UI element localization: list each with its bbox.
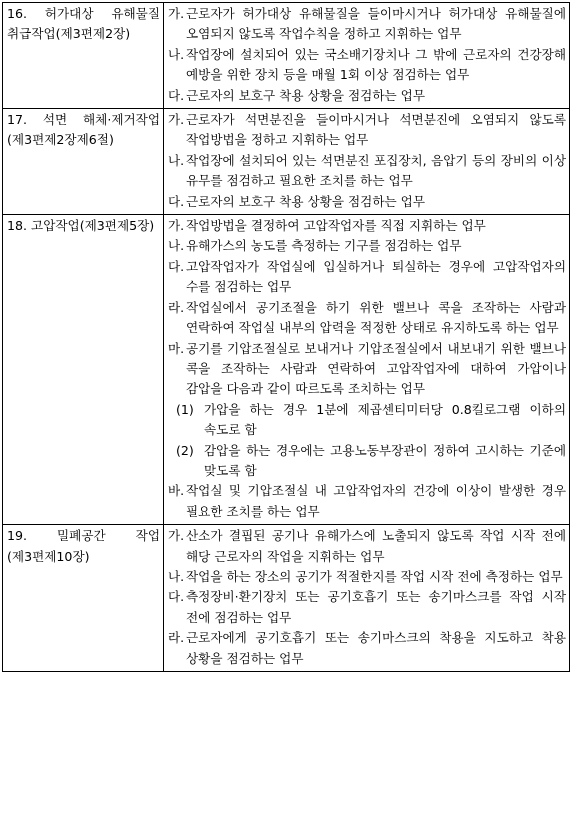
duty-subitem-marker: (2) <box>176 442 194 458</box>
duty-item <box>168 526 566 567</box>
duty-item-marker: 다. <box>168 87 185 103</box>
duty-item-text: 공기를 기압조절실로 보내거나 기압조절실에서 내보내기 위한 밸브나 콕을 조작하는 사람과 연락하여 고압작업자에 대하여 가압이나 감압을 다음과 같이 따르도록 조치하는 업무 <box>186 340 566 397</box>
duty-item <box>168 216 566 236</box>
duties-table <box>2 2 570 672</box>
work-type-title: 17. 석면 해체·제거작업(제3편제2장제6절) <box>7 112 160 148</box>
work-type-cell <box>3 525 164 672</box>
duty-item-text: 작업장에 설치되어 있는 석면분진 포집장치, 음압기 등의 장비의 이상 유무를 점검하고 필요한 조치를 하는 업무 <box>186 152 566 189</box>
duty-item-marker: 바. <box>168 483 185 499</box>
duty-item-text: 산소가 결핍된 공기나 유해가스에 노출되지 않도록 작업 시작 전에 해당 근로자의 작업을 지휘하는 업무 <box>186 528 566 564</box>
duty-item <box>168 86 566 106</box>
duty-item-text: 작업방법을 결정하여 고압작업자를 직접 지휘하는 업무 <box>186 218 486 234</box>
work-type-cell <box>3 3 164 109</box>
table-row <box>3 525 570 672</box>
duty-item-marker: 나. <box>168 238 185 254</box>
duties-cell <box>164 109 570 215</box>
duty-item <box>168 151 566 192</box>
work-type-title: 18. 고압작업(제3편제5장) <box>7 218 155 234</box>
duty-item-marker: 가. <box>168 112 185 128</box>
duty-item <box>168 481 566 522</box>
work-type-cell <box>3 109 164 215</box>
duty-item-text: 작업장에 설치되어 있는 국소배기장치나 그 밖에 근로자의 건강장해 예방을 위한 장치 등을 매월 1회 이상 점검하는 업무 <box>186 46 566 83</box>
duty-item <box>168 236 566 256</box>
duty-item-marker: 라. <box>168 630 185 646</box>
duty-item-marker: 다. <box>168 589 185 605</box>
duty-item-marker: 나. <box>168 46 185 62</box>
duty-item <box>168 4 566 45</box>
table-row <box>3 3 570 109</box>
work-type-title: 16. 허가대상 유해물질 취급작업(제3편제2장) <box>7 6 160 42</box>
duty-item <box>168 339 566 400</box>
duty-item-text: 근로자가 허가대상 유해물질을 들이마시거나 허가대상 유해물질에 오염되지 않도록 작업수칙을 정하고 지휘하는 업무 <box>186 6 566 42</box>
work-type-cell <box>3 215 164 525</box>
duty-item-marker: 가. <box>168 218 185 234</box>
duty-item-text: 작업을 하는 장소의 공기가 적절한지를 작업 시작 전에 측정하는 업무 <box>186 568 563 584</box>
duty-item-text: 근로자의 보호구 착용 상황을 점검하는 업무 <box>186 193 425 209</box>
duties-table-body <box>3 3 570 672</box>
duty-item <box>168 257 566 298</box>
duty-item-marker: 나. <box>168 152 185 168</box>
table-row <box>3 215 570 525</box>
work-type-title: 19. 밀폐공간 작업(제3편제10장) <box>7 528 160 564</box>
duty-item-text: 작업실 및 기압조절실 내 고압작업자의 건강에 이상이 발생한 경우 필요한 조치를 하는 업무 <box>186 483 566 519</box>
table-row <box>3 109 570 215</box>
duty-item-marker: 라. <box>168 299 185 315</box>
duty-item-marker: 나. <box>168 568 185 584</box>
duty-item-marker: 다. <box>168 258 185 274</box>
duty-item-marker: 마. <box>168 340 185 356</box>
duty-item <box>168 628 566 669</box>
duty-item <box>168 110 566 151</box>
duty-subitem <box>168 400 566 441</box>
duties-cell <box>164 525 570 672</box>
duty-item-text: 근로자의 보호구 착용 상황을 점검하는 업무 <box>186 87 425 103</box>
duty-item-marker: 가. <box>168 528 185 544</box>
duty-subitem-marker: (1) <box>176 401 194 417</box>
duty-item <box>168 45 566 86</box>
duty-item-text: 근로자가 석면분진을 들이마시거나 석면분진에 오염되지 않도록 작업방법을 정하고 지휘하는 업무 <box>186 112 566 148</box>
duty-item-text: 근로자에게 공기호흡기 또는 송기마스크의 착용을 지도하고 착용 상황을 점검하는 업무 <box>186 630 566 666</box>
duty-item <box>168 587 566 628</box>
duties-cell <box>164 215 570 525</box>
duties-cell <box>164 3 570 109</box>
duty-item <box>168 192 566 212</box>
duty-subitem-text: 감압을 하는 경우에는 고용노동부장관이 정하여 고시하는 기준에 맞도록 함 <box>204 442 566 478</box>
duty-item-text: 고압작업자가 작업실에 입실하거나 퇴실하는 경우에 고압작업자의 수를 점검하는 업무 <box>186 258 566 295</box>
duty-subitem-text: 가압을 하는 경우 1분에 제곱센티미터당 0.8킬로그램 이하의 속도로 함 <box>204 401 566 438</box>
duty-item <box>168 298 566 339</box>
duty-item <box>168 567 566 587</box>
duty-item-marker: 가. <box>168 6 185 21</box>
duty-item-marker: 다. <box>168 193 185 209</box>
duty-subitem <box>168 441 566 482</box>
duty-item-text: 작업실에서 공기조절을 하기 위한 밸브나 콕을 조작하는 사람과 연락하여 작업실 내부의 압력을 적정한 상태로 유지하도록 하는 업무 <box>186 299 566 336</box>
duty-item-text: 유해가스의 농도를 측정하는 기구를 점검하는 업무 <box>186 238 462 254</box>
duty-item-text: 측정장비·환기장치 또는 공기호흡기 또는 송기마스크를 작업 시작 전에 점검하는 업무 <box>186 589 566 625</box>
